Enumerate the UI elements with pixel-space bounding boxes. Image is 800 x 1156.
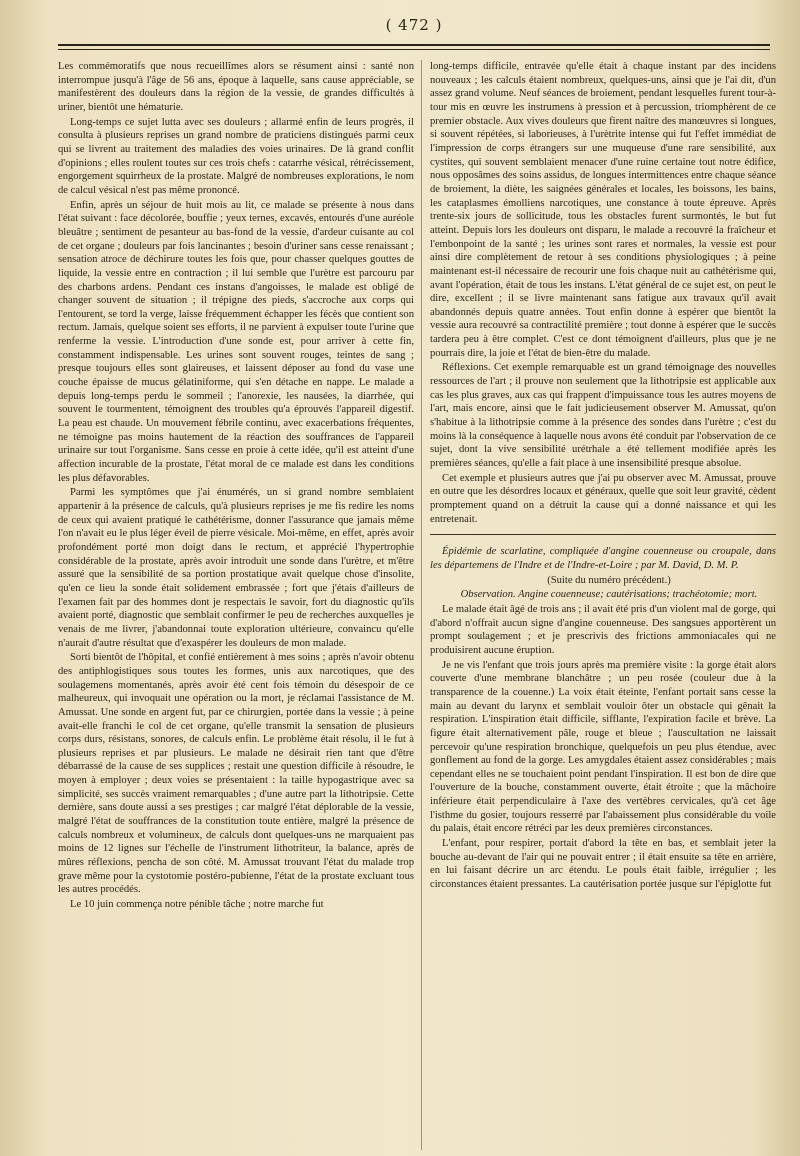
header-rule xyxy=(58,44,770,50)
paragraph: long-temps difficile, entravée qu'elle était à chaque instant par des incidens nouveaux ; les calculs étaient nombreux, quelques-uns, ainsi que je l'ai dit, d'un assez grand volume. Neuf séances de broiement, pendant lesquelles furent tour-à-tour mis en œuvre les instrumens à pression et à percussion, triomphèrent de ce premier obstacle. Aux vives douleurs que firent naître des manœuvres si longues, si souvent répétées, si laborieuses, à l'urètrite intense qui fut l'effet immédiat de l'impression de corps étrangers sur une muqueuse d'une rare sensibilité, aux cystites, qui souvent semblaient menacer d'une ruine certaine tout notre édifice, nous opposâmes des soins assidus, de longues intermittences entre chaque séance de broiement, la diète, les saignées générales et locales, les boissons, les bains, les cataplasmes émolliens narcotiques, une constance à toute épreuve. Après trente-six jours de sollicitude, tous les obstacles furent surmontés, le but fut atteint. Depuis lors les douleurs ont disparu, le malade a recouvré la fraîcheur et l'embonpoint de la santé ; les urines sont rares et normales, la vessie est pour ainsi dire complètement de retour à ses conditions physiologiques ; à peine maintenant est-il nécessaire de recourir une fois chaque nuit au cathétérisme qui, avant l'opération, était de tous les instans. L'état général de ce sujet est, on peut le dire, excellent ; il se livre maintenant sans fatigue aux travaux qu'il avait abandonnés depuis quatre années. Tout enfin donne à espérer que bientôt la vessie aura recouvré sa contractilité première ; tout donne à espérer que le succès tardera peu à être complet. C'est ce dont témoignent d'ailleurs, plus que je ne pourrais dire, la joie et l'état de bien-être du malade. xyxy=(430,61,776,359)
continued-note: (Suite du numéro précédent.) xyxy=(547,574,671,586)
left-column xyxy=(58,60,414,1150)
page-header xyxy=(58,10,770,50)
page-number: ( 472 ) xyxy=(385,16,443,34)
paragraph: Parmi les symptômes que j'ai énumérés, un si grand nombre semblaient appartenir à la présence de calculs, qu'à plusieurs reprises je me fis redire les noms de ceux qui avaient pratiqué le cathétérisme, donner l'assurance que jamais même l'on n'avait eu le plus léger éveil de pierre vésicale. Moi-même, en effet, après avoir profondément porté mon doigt dans le rectum, et apprécié l'hypertrophie considérable de la prostate, après avoir introduit une sonde dans l'urètre, et m'être assuré que la sensibilité de sa portion prostatique avait quelque chose d'insolite, qu'en ce lieu la sonde était solidement embrassée ; fort que j'étais d'ailleurs de l'examen fait par des hommes dont je respectais le savoir, fort du diagnostic qu'ils avaient porté, diagnostic que semblait confirmer le peu de recherches auxquelles je venais de me livrer, j'abandonnai toute exploration ultérieure, convaincu qu'elle n'aurait d'autre résultat que d'exaspérer les douleurs de mon malade. xyxy=(58,487,414,649)
paragraph: Le 10 juin commença notre pénible tâche ; notre marche fut xyxy=(70,899,324,911)
paragraph: Long-temps ce sujet lutta avec ses douleurs ; allarmé enfin de leurs progrès, il consulta à plusieurs reprises un grand nombre de praticiens distingués parmi ceux qui se livrent au traitement des maladies des voies urinaires. De là grand conflit d'opinions ; elles roulent toutes sur ces trois chefs : catarrhe vésical, rétrécissement, engorgement squirrheux de la prostate. Malgré de nombreuses explorations, le nom de calcul vésical n'est pas même prononcé. xyxy=(58,116,414,196)
paragraph-reflexions: Réflexions. Cet exemple remarquable est un grand témoignage des nouvelles ressources de l'art ; il prouve non seulement que la lithotripsie est applicable aux cas les plus graves, aux cas qui frappent d'impuissance tous les autres moyens de l'art, mais encore, ainsi que le fait judicieusement observer M. Amussat, qu'on s'habitue à la lithotripsie comme à la présence des sondes dans l'urètre ; c'est du moins là la conséquence à laquelle nous avons été conduit par l'observation de ce sujet, dont la vive sensibilité urétrhale a été tellement modifiée après les premières séances, qu'elle a fait place à une insensibilité presque absolue. xyxy=(430,362,776,470)
paragraph: Sorti bientôt de l'hôpital, et confié entièrement à mes soins ; après n'avoir obtenu des antiphlogistiques sous toutes les formes, unis aux narcotiques, que des soulagemens momentanés, après avoir été cent fois témoin du désespoir de ce malheureux, qui invoquait une opération ou la mort, je réclamai l'assistance de M. Amussat. Une sonde en argent fut, par ce chirurgien, portée dans la vessie ; à peine avait-elle franchi le col de cet organe, qu'elle transmit la sensation de plusieurs corps durs, résistans, sonores, de calculs enfin. Le problème était résolu, il le fut à plusieurs reprises et par plusieurs. Le malade ne désirait rien tant que d'être débarrassé de la cause de ses supplices ; restait une question difficile à résoudre, le moyen à employer ; deux voies se présentaient : la taille hypogastrique avec sa simplicité, ses succès vraiment remarquables ; d'une autre part la lithotripsie. Cette dernière, sans doute aussi a ses prestiges ; car malgré l'état déplorable de la vessie, malgré l'état de souffrances de la constitution toute entière, malgré la présence de calculs nombreux et volumineux, de calculs dont quelques-uns ne marquaient pas moins de 12 lignes sur l'échelle de l'instrument lithotriteur, la balance, après de mûres réflexions, pencha de son côté. M. Amussat trouvant l'état du malade trop grave même pour la cystotomie postéro-pubienne, l'état de la prostate excluant tous les autres procédés. xyxy=(58,652,414,896)
paragraph: Le malade était âgé de trois ans ; il avait été pris d'un violent mal de gorge, qui d'abord n'offrait aucun signe d'angine couenneuse. Des sangsues apportèrent un prompt soulagement ; et je prescrivis des frictions ammoniacales qui ne produisirent aucune éruption. xyxy=(430,603,776,656)
section-title: Épidémie de scarlatine, compliquée d'angine couenneuse ou croupale, dans les départemens de l'Indre et de l'Indre-et-Loire ; par M. David, D. M. P. xyxy=(430,546,776,571)
paragraph: Cet exemple et plusieurs autres que j'ai pu observer avec M. Amussat, prouve en outre que les désordres locaux et généraux, quelle que soit leur gravité, cèdent promptement quand on a détruit la cause qui a donné naissance et qui les entretenait. xyxy=(430,472,776,525)
section-rule xyxy=(430,534,776,535)
right-column xyxy=(430,60,776,1150)
paragraph: Les commémoratifs que nous recueillîmes alors se résument ainsi : santé non interrompue jusqu'à l'âge de 56 ans, époque à laquelle, sans cause appréciable, se manifestèrent des douleurs dans la région de la vessie, de grandes difficultés à uriner, bientôt une hématurie. xyxy=(58,61,414,113)
column-divider xyxy=(421,60,422,1150)
paragraph: L'enfant, pour respirer, portait d'abord la tête en bas, et semblait jeter la bouche au-devant de l'air qui ne pouvait entrer ; il était ensuite sa tête en arrière, en lui faisant décrire un arc étendu. Le pouls était faible, irrégulier ; les circonstances étaient pressantes. La cautérisation portée jusque sur l'épiglotte fut xyxy=(430,838,776,891)
paragraph: Je ne vis l'enfant que trois jours après ma première visite : la gorge était alors couverte d'une membrane blanchâtre ; un peu rosée (couleur due à la transparence de la couenne.) La voix était éteinte, l'enfant portait sans cesse la main au devant du larynx et semblait vouloir ôter un obstacle qui gênait la respiration. L'inspiration était difficile, sifflante, l'expiration facile et brève. La figure était alternativement pâle, rouge et bleue ; l'auscultation ne laissait percevoir qu'une respiration bronchique, quelquefois un peu plus étendue, avec gonflement au fond de la gorge. Les amygdales étaient assez considérables ; mais cependant elles ne se touchaient point pendant l'inspiration. Il est bon de dire que l'ouverture de la bouche, constamment ouverte, était étroite ; que la mâchoire inférieure était perpendiculaire à l'axe des vertèbres cervicales, qu'à cet âge l'isthme du gosier, toujours resserré par l'abaissement plus considérable du voile du palais, était encore rétréci par les deux premières circonstances. xyxy=(430,659,776,835)
paragraph: Enfin, après un séjour de huit mois au lit, ce malade se présente à nous dans l'état suivant : face décolorée, bouffie ; yeux ternes, excavés, entourés d'une auréole bleuâtre ; sentiment de pesanteur au bas-fond de la vessie, d'ardeur cuisante au col de cet organe ; douleurs par fois lancinantes ; besoin d'uriner sans cesse renaissant ; sensation atroce de déchirure toutes les fois que, pour chasser quelques gouttes de liquide, la vessie entre en contraction ; il lui semble que l'urètre est parcouru par des charbons ardens. Pendant ces instans d'angoisses, le malade est obligé de changer souvent de situation ; il trépigne des pieds, s'accroche aux corps qui l'entourent, se tord la verge, laisse fréquemment échapper les fécès que contient son rectum. Jamais, quelque soient ses efforts, il ne parvient à expulser toute l'urine que renferme la vessie. L'introduction d'une sonde est, pour arriver à cette fin, constamment indispensable. Les urines sont souvent rouges, teintes de sang ; presque toujours elles sont glaireuses, et laissent déposer au fond du vase une couche épaisse de mucus gélatiniforme, qui s'en détache en nappe. Le malade a depuis long-temps perdu le sommeil ; l'anorexie, les nausées, la diarrhée, qui souvent le tourmentent, témoignent des troubles qu'a éprouvés l'appareil digestif. La peau est chaude. Un mouvement fébrile continu, avec exacerbations fréquentes, ne témoigne pas moins hautement de la réaction des souffrances de l'appareil urinaire sur tout l'organisme. Sans cesse en proie à cette idée, qu'il est atteint d'une affection incurable de la prostate, l'état moral de ce malade est dans les conditions les plus défavorables. xyxy=(58,199,414,484)
observation-title: Observation. Angine couenneuse; cautérisations; trachéotomie; mort. xyxy=(460,589,758,601)
